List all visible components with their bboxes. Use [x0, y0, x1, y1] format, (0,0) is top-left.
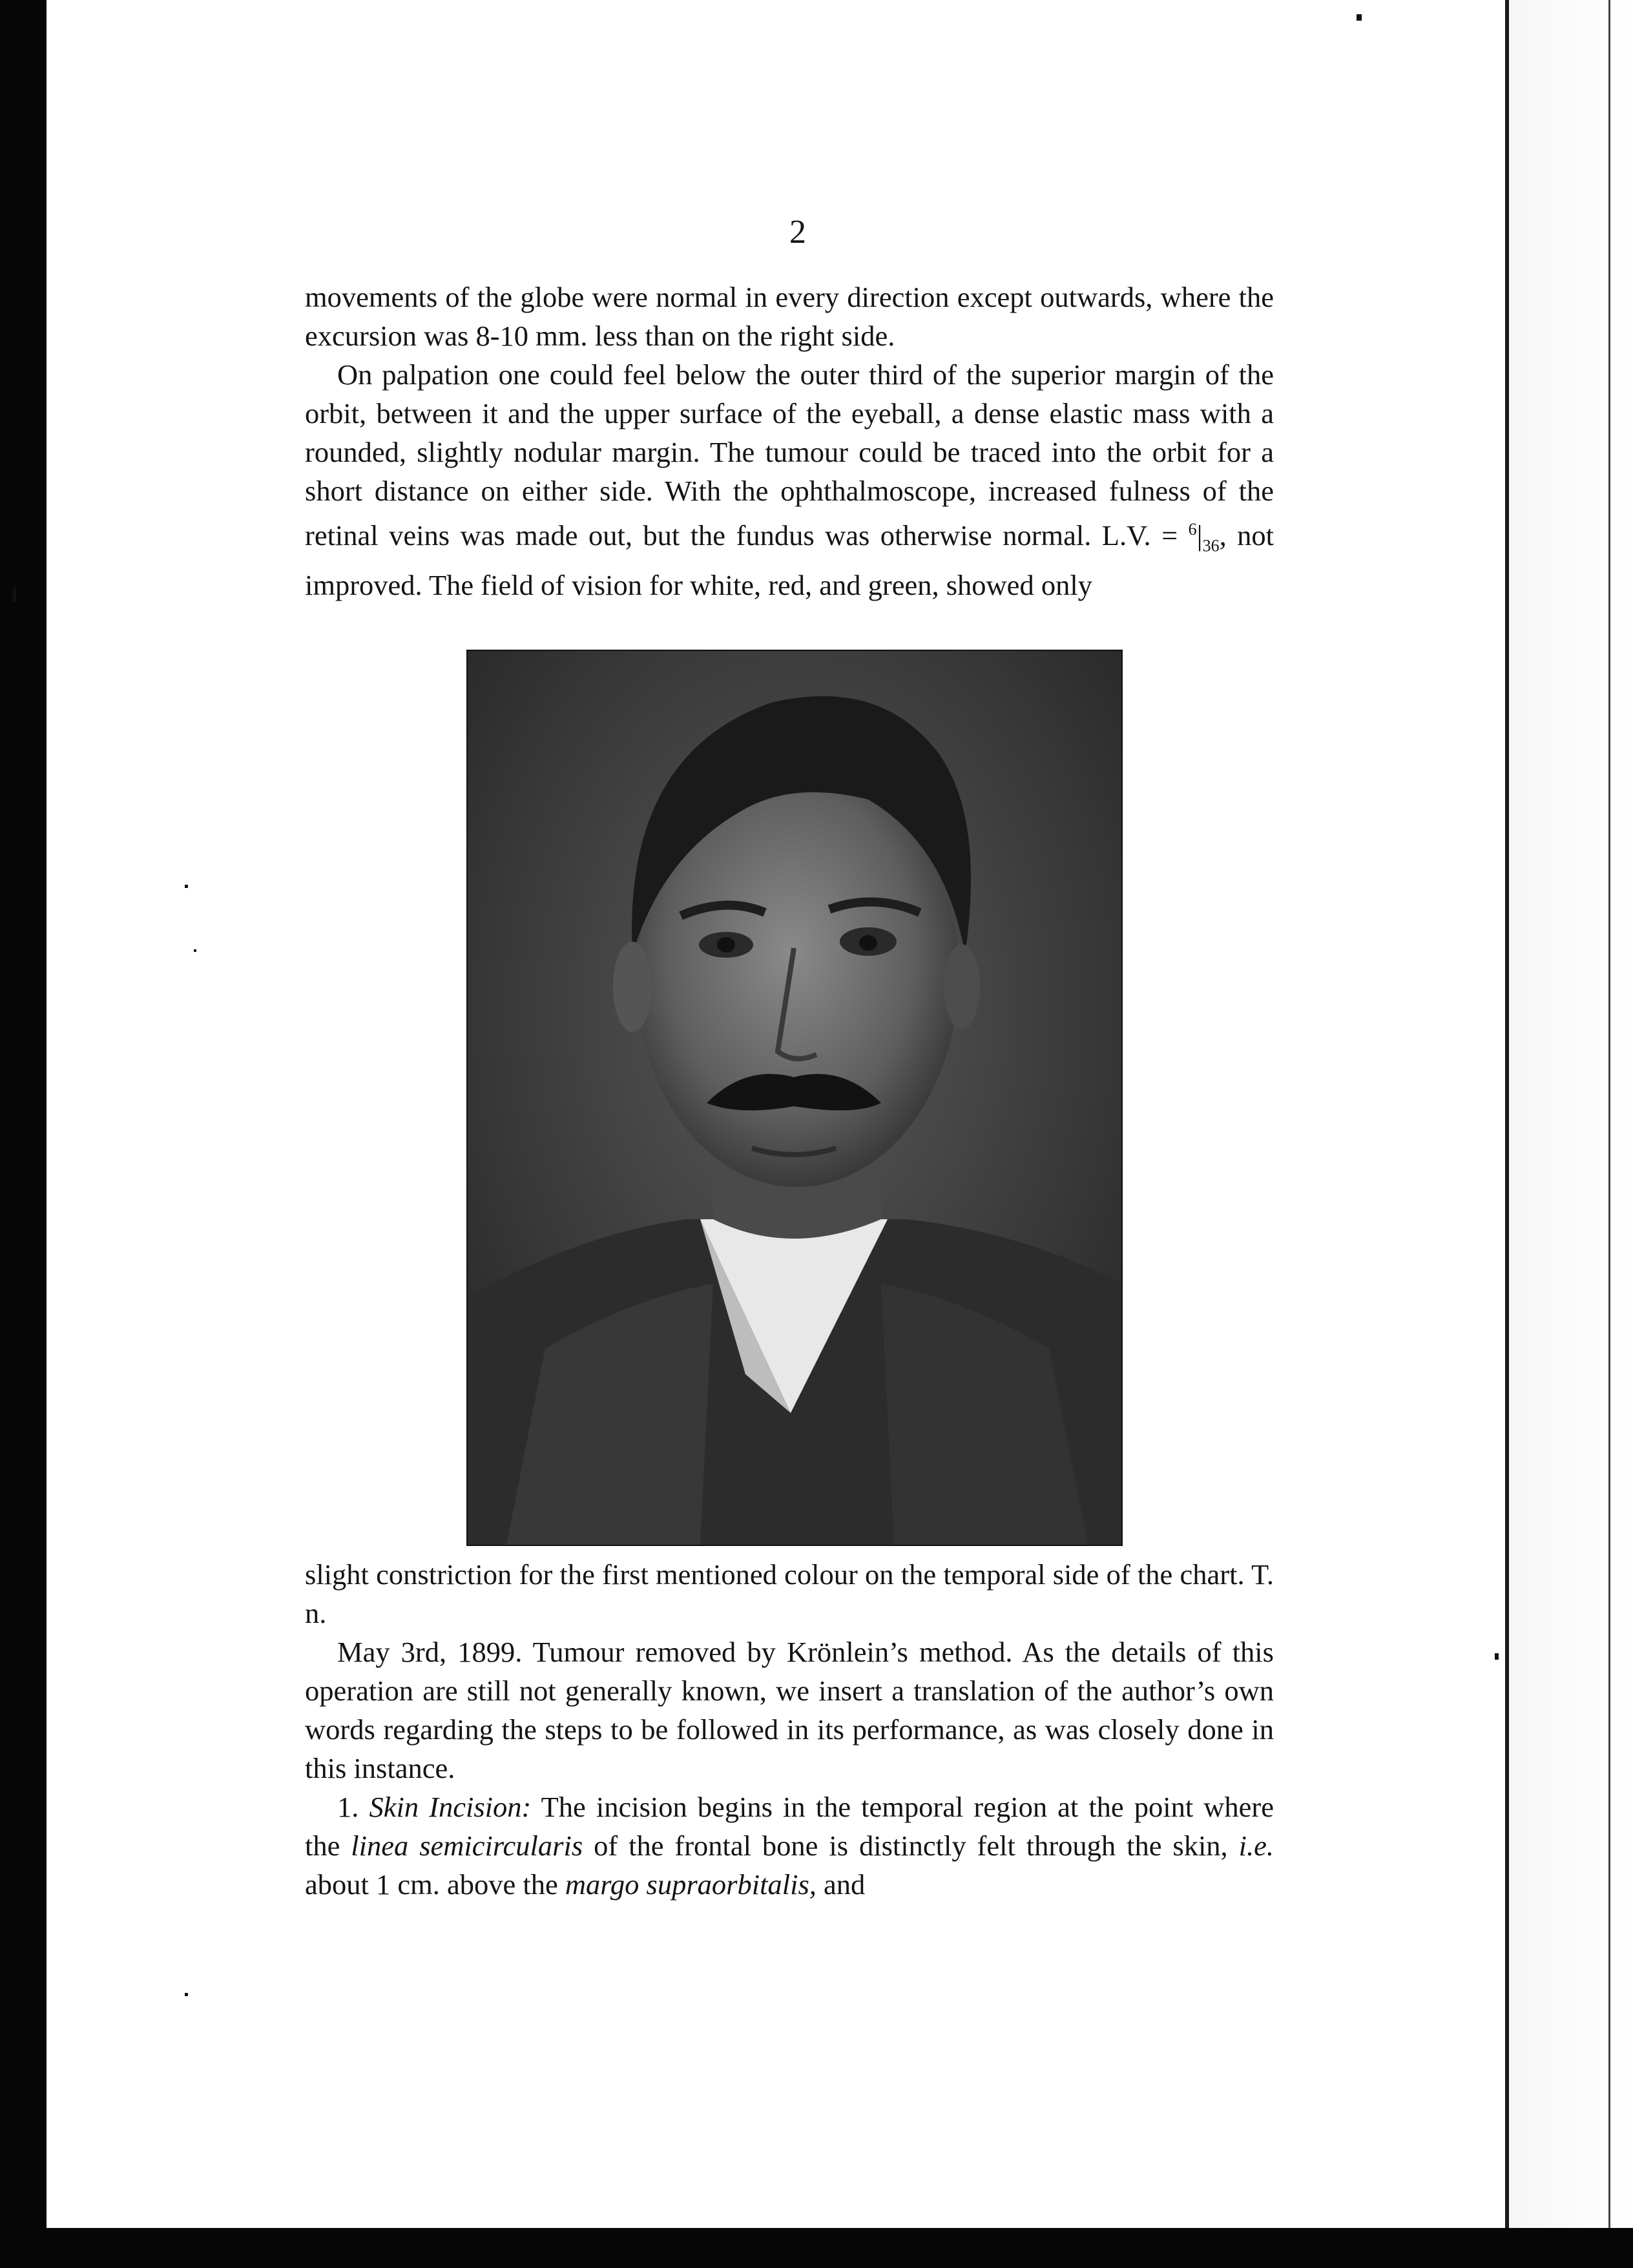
paragraph-text: and — [816, 1868, 866, 1901]
adjacent-page-edge — [1505, 0, 1633, 2228]
fraction-numerator: 6 — [1188, 520, 1197, 539]
text-block-bottom — [305, 1555, 1274, 1904]
section-heading: Skin Incision: — [369, 1791, 532, 1823]
portrait-photograph — [466, 650, 1123, 1546]
paragraph: May 3rd, 1899. Tumour removed by Krönlein’s method. As the details of this operation are still not generally known, we insert a translation of the author’s own words regarding the steps to be followed in its performance, as was closely done in this instance. — [305, 1636, 1274, 1784]
paragraph: movements of the globe were normal in every direction except outwards, where the excursion was 8-10 mm. less than on the right side. — [305, 281, 1274, 352]
paragraph-text: of the frontal bone is distinctly felt through the skin, — [583, 1830, 1239, 1862]
scan-speck — [194, 949, 196, 952]
scan-border-left — [0, 0, 47, 2268]
latin-term: linea semicircularis — [351, 1830, 583, 1862]
list-number: 1. — [337, 1791, 359, 1823]
page-number: 2 — [789, 214, 806, 251]
text-block-top — [305, 278, 1274, 604]
scan-speck — [185, 1993, 188, 1996]
paragraph-text: On palpation one could feel below the outer third of the superior margin of the orbit, between it and the upper surface of the eyeball, a dense elastic mass with a rounded, slightly nodular margin. The tumour could be traced into the orbit for a short distance on either side. With the ophthalmoscope, increased fulness of the retinal veins was made out, but the fundus was otherwise normal. L.V. = — [305, 358, 1274, 552]
paragraph — [305, 1788, 1274, 1904]
abbreviation: i.e. — [1238, 1830, 1274, 1862]
page-edge-line-outer — [1608, 0, 1610, 2228]
scan-speck — [185, 885, 188, 888]
page-edge-line — [1505, 0, 1509, 2228]
paragraph-text: The incision begins in the temporal region at the point where the — [305, 1791, 1274, 1862]
fraction-denominator: 36 — [1202, 536, 1220, 555]
paragraph: On palpation one could feel below the outer third of the superior margin of the orbit, between it and the upper surface of the eyeball, a dense elastic mass with a rounded, slightly nodular margin. The tumour could be traced into the orbit for a short distance on either side. With the ophthalmoscope, increased fulness of the retinal veins was made out, but the fundus was otherwise normal. L.V. = $^6|_{36}$, not improved. The field of vision for white, red, and green, showed only — [305, 358, 1274, 601]
scan-speck — [13, 588, 16, 602]
scan-speck — [1495, 1653, 1499, 1660]
portrait-illustration — [468, 651, 1121, 1545]
paragraph: slight constriction for the first mentioned colour on the temporal side of the chart. T. n. — [305, 1558, 1274, 1629]
paragraph-text: about 1 cm. above the — [305, 1868, 565, 1901]
latin-term: margo supraorbitalis, — [565, 1868, 816, 1901]
scan-border-bottom — [0, 2228, 1633, 2268]
scan-speck — [1357, 14, 1362, 21]
paragraph-text: , not improved. The field of vision for white, red, and green, showed only — [305, 519, 1274, 601]
